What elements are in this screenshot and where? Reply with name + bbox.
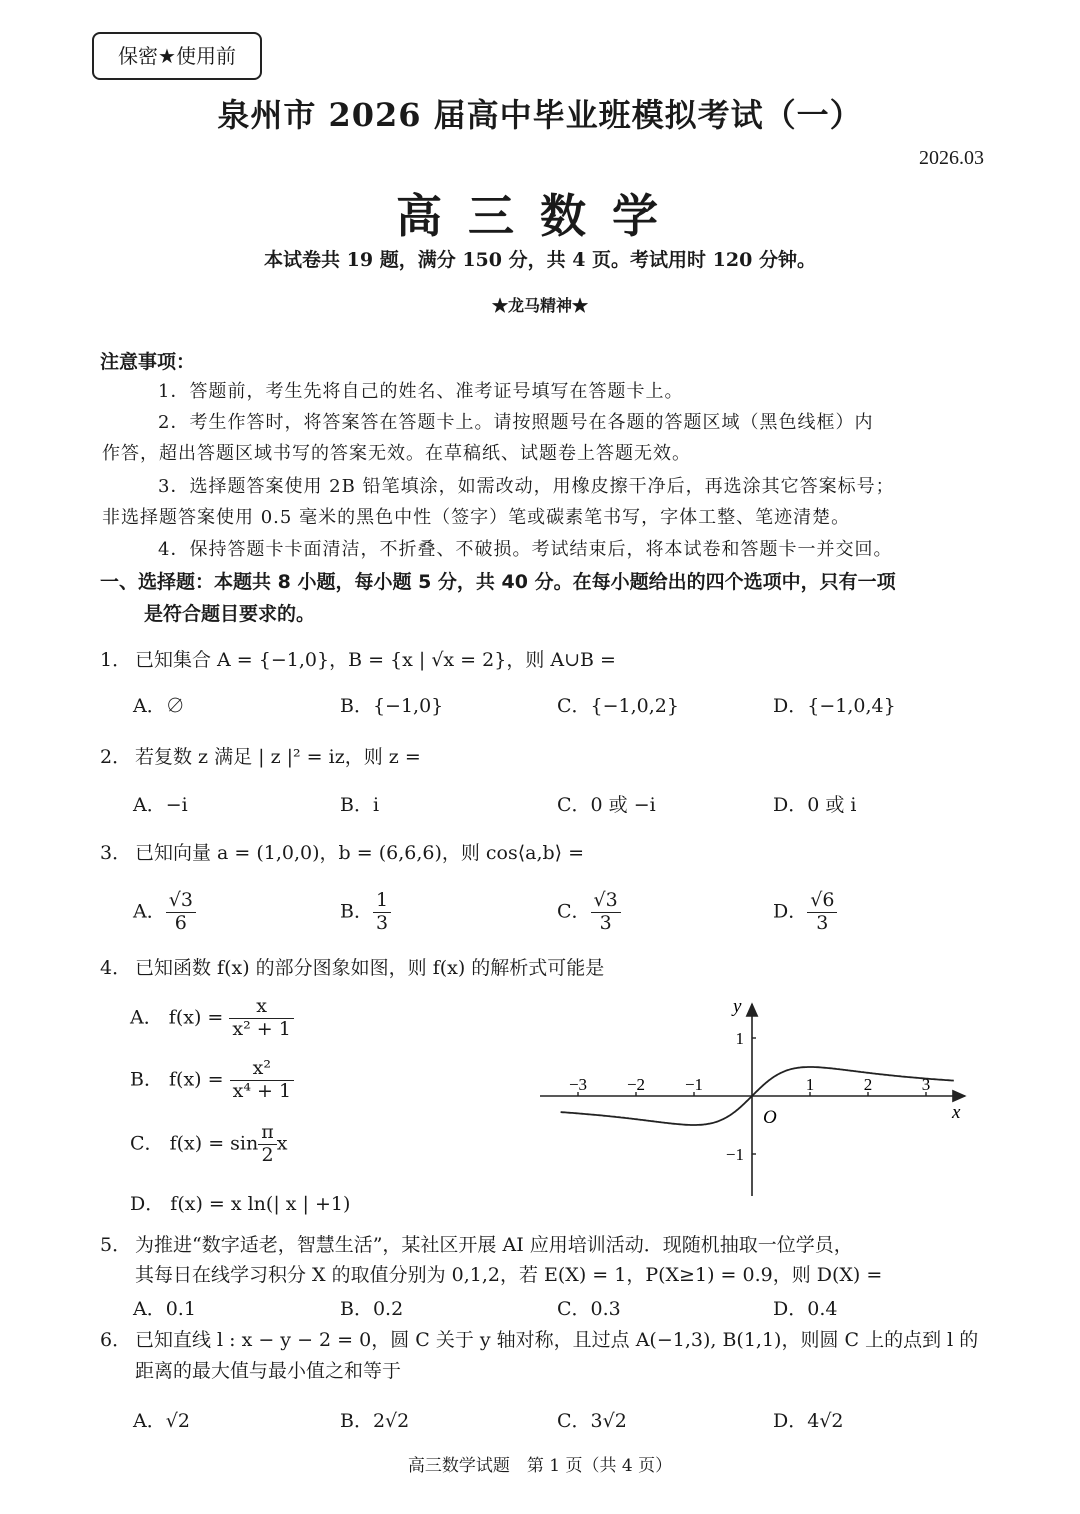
q1-number: 1．: [100, 649, 132, 671]
q3-option-b-num: 1: [373, 890, 391, 913]
q1-option-c: C．{−1,0,2}: [557, 695, 679, 717]
q3-option-b: [340, 890, 391, 935]
q4-option-b: [130, 1058, 294, 1103]
x-tick-label: 1: [805, 1075, 815, 1094]
section-heading: [100, 566, 990, 630]
notes-heading: 注意事项：: [100, 351, 196, 373]
y-tick-label: −1: [725, 1145, 744, 1164]
q3-option-d-den: 3: [816, 911, 829, 934]
page-footer: 高三数学试题 第 1 页（共 4 页）: [407, 1456, 673, 1476]
note-3-cont: 非选择题答案使用 0.5 毫米的黑色中性（签字）笔或碳素笔书写，字体工整、笔迹清楚。: [102, 507, 851, 528]
q5-option-c: C．0.3: [557, 1298, 621, 1320]
q5-line2: 其每日在线学习积分 X 的取值分别为 0,1,2，若 E(X) = 1，P(X≥1) = 0.9，则 D(X) =: [135, 1264, 883, 1286]
q3-option-d-num: √6: [807, 890, 837, 913]
q4-option-b-lhs: f(x) =: [169, 1068, 224, 1091]
q2-number: 2．: [100, 746, 132, 768]
q2-option-d: D．0 或 i: [773, 794, 857, 816]
q1-option-b: B．{−1,0}: [340, 695, 444, 717]
q4-option-a-num: x: [229, 996, 293, 1019]
note-1: 1．答题前，考生先将自己的姓名、准考证号填写在答题卡上。: [158, 381, 684, 402]
section-heading-line1: 一、选择题：本题共 8 小题，每小题 5 分，共 40 分。在每小题给出的四个选项中，只有一项: [100, 571, 896, 593]
q3-option-d-fraction: [807, 890, 837, 935]
q5-option-d: D．0.4: [773, 1298, 838, 1320]
q3-option-a-den: 6: [174, 911, 187, 934]
q4-option-d-text: f(x) = x ln(| x | +1): [170, 1193, 351, 1215]
q6-line1: 已知直线 l : x − y − 2 = 0，圆 C 关于 y 轴对称，且过点 A(−1,3), B(1,1)，则圆 C 上的点到 l 的: [135, 1329, 979, 1351]
confidential-badge: 保密★使用前: [92, 32, 262, 80]
q4-option-b-den: x⁴ + 1: [232, 1079, 292, 1102]
note-2: 2．考生作答时，将答案答在答题卡上。请按照题号在各题的答题区域（黑色线框）内: [158, 412, 874, 433]
note-2-cont: 作答，超出答题区域书写的答案无效。在草稿纸、试题卷上答题无效。: [102, 443, 691, 464]
x-tick-label: −1: [684, 1075, 704, 1094]
exam-info: 本试卷共 19 题，满分 150 分，共 4 页。考试用时 120 分钟。: [264, 249, 816, 271]
q4-option-a-label: A．: [130, 1006, 163, 1029]
q6-number: 6．: [100, 1329, 132, 1351]
q4-option-c: [130, 1122, 287, 1167]
q6-option-c: C．3√2: [557, 1410, 627, 1432]
exam-date: 2026.03: [919, 147, 984, 169]
q4-stem: 已知函数 f(x) 的部分图象如图，则 f(x) 的解析式可能是: [135, 957, 605, 979]
q3-stem: 已知向量 a = (1,0,0)，b = (6,6,6)，则 cos⟨a,b⟩ =: [135, 842, 585, 864]
q6-option-d: D．4√2: [773, 1410, 844, 1432]
q3-option-a-label: A．: [133, 900, 166, 923]
q1-option-a: A．∅: [133, 695, 185, 717]
x-axis-label: x: [952, 1102, 961, 1123]
x-ticks: [569, 1075, 930, 1096]
q3-option-a: [133, 890, 196, 935]
q4-option-a-den: x² + 1: [232, 1017, 291, 1040]
q5-option-a: A．0.1: [133, 1298, 196, 1320]
note-3: 3．选择题答案使用 2B 铅笔填涂，如需改动，用橡皮擦干净后，再选涂其它答案标号；: [158, 476, 895, 497]
q1-option-d: D．{−1,0,4}: [773, 695, 896, 717]
y-axis-label: y: [733, 996, 742, 1017]
q2-stem: 若复数 z 满足 | z |² = iz，则 z =: [135, 746, 421, 768]
origin-label: O: [763, 1107, 777, 1128]
exam-title: 泉州市 2026 届高中毕业班模拟考试（一）: [217, 96, 863, 134]
q4-number: 4．: [100, 957, 132, 979]
x-tick-label: 3: [921, 1075, 931, 1094]
q4-option-c-den: 2: [261, 1143, 274, 1166]
q3-option-b-fraction: [373, 890, 391, 935]
q4-option-a: [130, 996, 294, 1041]
q2-option-b: B．i: [340, 794, 380, 816]
q3-option-c-label: C．: [557, 900, 591, 923]
q5-line1: 为推进“数字适老，智慧生活”，某社区开展 AI 应用培训活动．现随机抽取一位学员，: [135, 1234, 853, 1256]
q2-option-c: C．0 或 −i: [557, 794, 656, 816]
q3-option-a-num: √3: [166, 890, 196, 913]
q4-option-c-rhs: x: [276, 1132, 288, 1155]
q4-option-b-num: x²: [230, 1058, 294, 1081]
q3-option-d-label: D．: [773, 900, 808, 923]
q3-option-b-label: B．: [340, 900, 373, 923]
q6-option-b: B．2√2: [340, 1410, 410, 1432]
q3-option-c-num: √3: [591, 890, 621, 913]
q3-option-c: [557, 890, 621, 935]
q3-option-c-den: 3: [599, 911, 612, 934]
q3-option-d: [773, 890, 837, 935]
q6-option-a: A．√2: [133, 1410, 190, 1432]
q4-option-c-label: C．: [130, 1132, 164, 1155]
x-tick-label: −3: [568, 1075, 588, 1094]
q4-option-b-label: B．: [130, 1068, 163, 1091]
q4-option-d-label: D．: [130, 1193, 165, 1215]
q4-option-c-num: π: [258, 1122, 277, 1145]
q2-option-a: A．−i: [133, 794, 188, 816]
q4-option-a-lhs: f(x) =: [168, 1006, 224, 1029]
q3-option-a-fraction: [166, 890, 196, 935]
q4-option-c-fraction: [258, 1122, 277, 1167]
q5-number: 5．: [100, 1234, 132, 1256]
q3-number: 3．: [100, 842, 132, 864]
q4-option-a-fraction: [229, 996, 293, 1041]
motto: ★龙马精神★: [491, 296, 588, 315]
q6-line2: 距离的最大值与最小值之和等于: [135, 1360, 402, 1382]
x-tick-label: 2: [863, 1075, 873, 1094]
q3-option-c-fraction: [591, 890, 621, 935]
function-graph: [530, 996, 980, 1201]
q5-option-b: B．0.2: [340, 1298, 404, 1320]
subject-title: 高三数学: [396, 189, 684, 243]
q4-option-c-lhs: f(x) = sin: [169, 1132, 259, 1155]
q1-stem: 已知集合 A = {−1,0}，B = {x | √x = 2}，则 A∪B =: [135, 649, 616, 671]
q3-option-b-den: 3: [375, 911, 389, 934]
section-heading-line2: 是符合题目要求的。: [144, 603, 316, 625]
q4-option-b-fraction: [230, 1058, 294, 1103]
note-4: 4．保持答题卡卡面清洁，不折叠、不破损。考试结束后，将本试卷和答题卡一并交回。: [158, 539, 893, 560]
q4-option-d: [130, 1189, 350, 1216]
y-tick-label: 1: [735, 1029, 744, 1048]
x-tick-label: −2: [626, 1075, 646, 1094]
